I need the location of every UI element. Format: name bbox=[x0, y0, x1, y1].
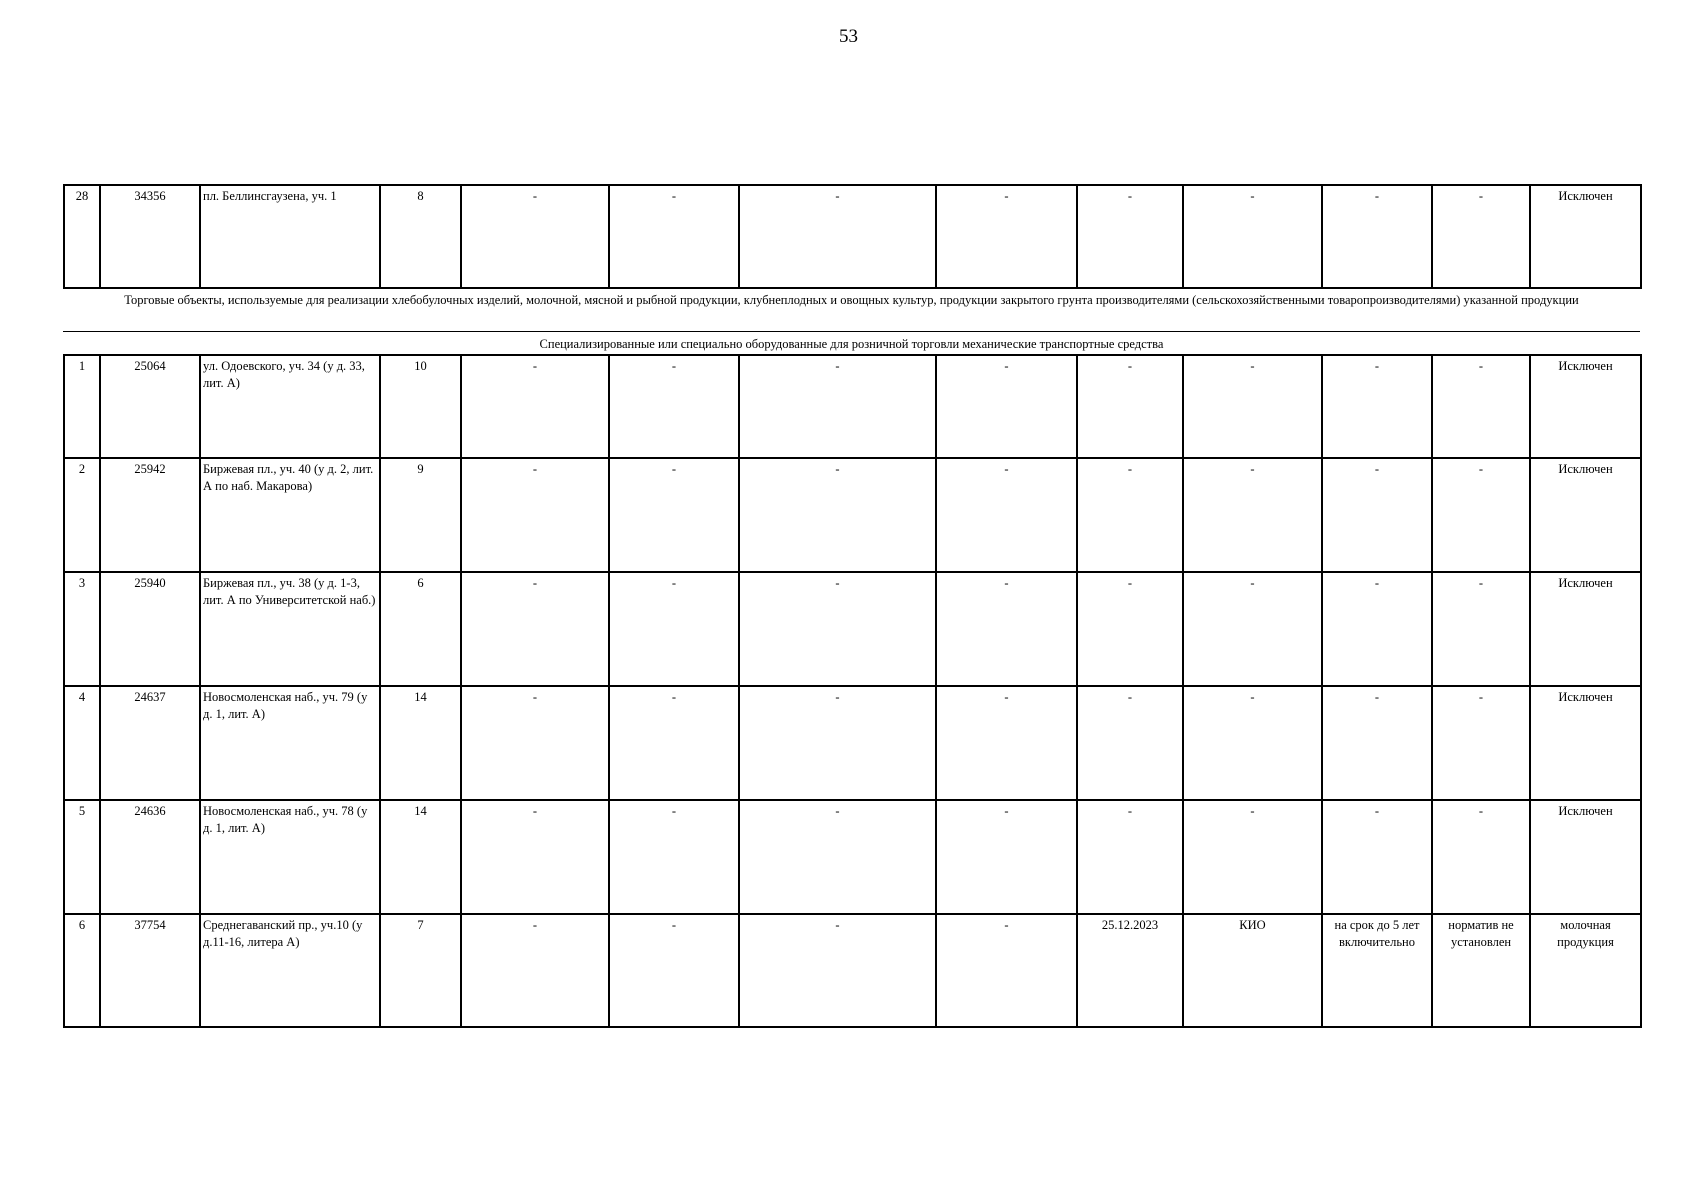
table-row bbox=[64, 686, 1641, 800]
cell-id: 24636 bbox=[100, 800, 200, 914]
cell-address: Новосмоленская наб., уч. 79 (у д. 1, лит. А) bbox=[200, 686, 380, 800]
table-row bbox=[64, 458, 1641, 572]
cell-status: Исключен bbox=[1530, 185, 1641, 288]
cell-address: Среднегаванский пр., уч.10 (у д.11-16, литера А) bbox=[200, 914, 380, 1027]
cell-number: 6 bbox=[64, 914, 100, 1027]
cell-value: - bbox=[461, 800, 609, 914]
cell-value: - bbox=[936, 686, 1077, 800]
cell-status: Исключен bbox=[1530, 355, 1641, 458]
cell-value: - bbox=[739, 458, 936, 572]
table-row bbox=[64, 914, 1641, 1027]
cell-value: - bbox=[609, 800, 739, 914]
cell-value: - bbox=[461, 458, 609, 572]
cell-authority: КИО bbox=[1183, 914, 1322, 1027]
cell-authority: - bbox=[1183, 800, 1322, 914]
cell-value: - bbox=[936, 355, 1077, 458]
table-row bbox=[64, 800, 1641, 914]
cell-value: - bbox=[936, 800, 1077, 914]
cell-norm: норматив не установлен bbox=[1432, 914, 1530, 1027]
cell-address: Биржевая пл., уч. 38 (у д. 1-3, лит. А по Университетской наб.) bbox=[200, 572, 380, 686]
cell-norm: - bbox=[1432, 355, 1530, 458]
cell-id: 25942 bbox=[100, 458, 200, 572]
subsection-heading: Специализированные или специально оборудованные для розничной торговли механические транспортные средства bbox=[539, 337, 1164, 351]
cell-area: 14 bbox=[380, 800, 461, 914]
cell-address: Новосмоленская наб., уч. 78 (у д. 1, лит. А) bbox=[200, 800, 380, 914]
cell-value: - bbox=[739, 800, 936, 914]
cell-date: - bbox=[1077, 572, 1183, 686]
cell-id: 25940 bbox=[100, 572, 200, 686]
section-heading: Торговые объекты, используемые для реализации хлебобулочных изделий, молочной, мясной и рыбной продукции, клубнеплодных и овощных культур, продукции закрытого грунта производителями (сельскохозяйственными товаропроизводителями) указанной продукции bbox=[124, 293, 1579, 307]
cell-number: 3 bbox=[64, 572, 100, 686]
cell-date: - bbox=[1077, 185, 1183, 288]
page-number: 53 bbox=[839, 26, 858, 47]
cell-norm: - bbox=[1432, 458, 1530, 572]
cell-area: 14 bbox=[380, 686, 461, 800]
cell-area: 7 bbox=[380, 914, 461, 1027]
cell-status: Исключен bbox=[1530, 686, 1641, 800]
cell-term: - bbox=[1322, 355, 1432, 458]
cell-date: - bbox=[1077, 355, 1183, 458]
cell-authority: - bbox=[1183, 458, 1322, 572]
cell-authority: - bbox=[1183, 686, 1322, 800]
cell-date: 25.12.2023 bbox=[1077, 914, 1183, 1027]
cell-address: ул. Одоевского, уч. 34 (у д. 33, лит. А) bbox=[200, 355, 380, 458]
cell-status: молочная продукция bbox=[1530, 914, 1641, 1027]
cell-value: - bbox=[461, 914, 609, 1027]
cell-id: 25064 bbox=[100, 355, 200, 458]
cell-authority: - bbox=[1183, 185, 1322, 288]
cell-value: - bbox=[609, 355, 739, 458]
cell-value: - bbox=[739, 686, 936, 800]
cell-value: - bbox=[936, 914, 1077, 1027]
cell-area: 8 bbox=[380, 185, 461, 288]
cell-value: - bbox=[461, 686, 609, 800]
cell-id: 24637 bbox=[100, 686, 200, 800]
cell-authority: - bbox=[1183, 355, 1322, 458]
cell-value: - bbox=[936, 458, 1077, 572]
cell-term: - bbox=[1322, 686, 1432, 800]
cell-number: 5 bbox=[64, 800, 100, 914]
cell-value: - bbox=[936, 185, 1077, 288]
cell-date: - bbox=[1077, 686, 1183, 800]
cell-status: Исключен bbox=[1530, 572, 1641, 686]
cell-area: 9 bbox=[380, 458, 461, 572]
vehicles-table bbox=[63, 354, 1642, 1028]
cell-id: 34356 bbox=[100, 185, 200, 288]
cell-term: - bbox=[1322, 572, 1432, 686]
cell-value: - bbox=[936, 572, 1077, 686]
cell-status: Исключен bbox=[1530, 800, 1641, 914]
top-table bbox=[63, 184, 1642, 289]
cell-address: Биржевая пл., уч. 40 (у д. 2, лит. А по наб. Макарова) bbox=[200, 458, 380, 572]
cell-term: - bbox=[1322, 458, 1432, 572]
cell-value: - bbox=[609, 185, 739, 288]
cell-id: 37754 bbox=[100, 914, 200, 1027]
cell-norm: - bbox=[1432, 686, 1530, 800]
cell-term: - bbox=[1322, 800, 1432, 914]
cell-number: 2 bbox=[64, 458, 100, 572]
cell-term: - bbox=[1322, 185, 1432, 288]
cell-value: - bbox=[739, 914, 936, 1027]
cell-value: - bbox=[739, 355, 936, 458]
cell-number: 4 bbox=[64, 686, 100, 800]
cell-value: - bbox=[609, 914, 739, 1027]
cell-norm: - bbox=[1432, 572, 1530, 686]
cell-date: - bbox=[1077, 458, 1183, 572]
cell-area: 6 bbox=[380, 572, 461, 686]
cell-number: 28 bbox=[64, 185, 100, 288]
cell-norm: - bbox=[1432, 185, 1530, 288]
cell-number: 1 bbox=[64, 355, 100, 458]
cell-value: - bbox=[461, 355, 609, 458]
cell-value: - bbox=[609, 458, 739, 572]
table-row bbox=[64, 572, 1641, 686]
cell-value: - bbox=[739, 572, 936, 686]
cell-date: - bbox=[1077, 800, 1183, 914]
cell-value: - bbox=[739, 185, 936, 288]
table-row bbox=[64, 355, 1641, 458]
cell-value: - bbox=[461, 572, 609, 686]
cell-value: - bbox=[609, 572, 739, 686]
table-row bbox=[64, 185, 1641, 288]
cell-norm: - bbox=[1432, 800, 1530, 914]
cell-area: 10 bbox=[380, 355, 461, 458]
cell-value: - bbox=[609, 686, 739, 800]
cell-authority: - bbox=[1183, 572, 1322, 686]
cell-value: - bbox=[461, 185, 609, 288]
section-divider bbox=[63, 331, 1640, 332]
cell-term: на срок до 5 лет включительно bbox=[1322, 914, 1432, 1027]
cell-status: Исключен bbox=[1530, 458, 1641, 572]
cell-address: пл. Беллинсгаузена, уч. 1 bbox=[200, 185, 380, 288]
